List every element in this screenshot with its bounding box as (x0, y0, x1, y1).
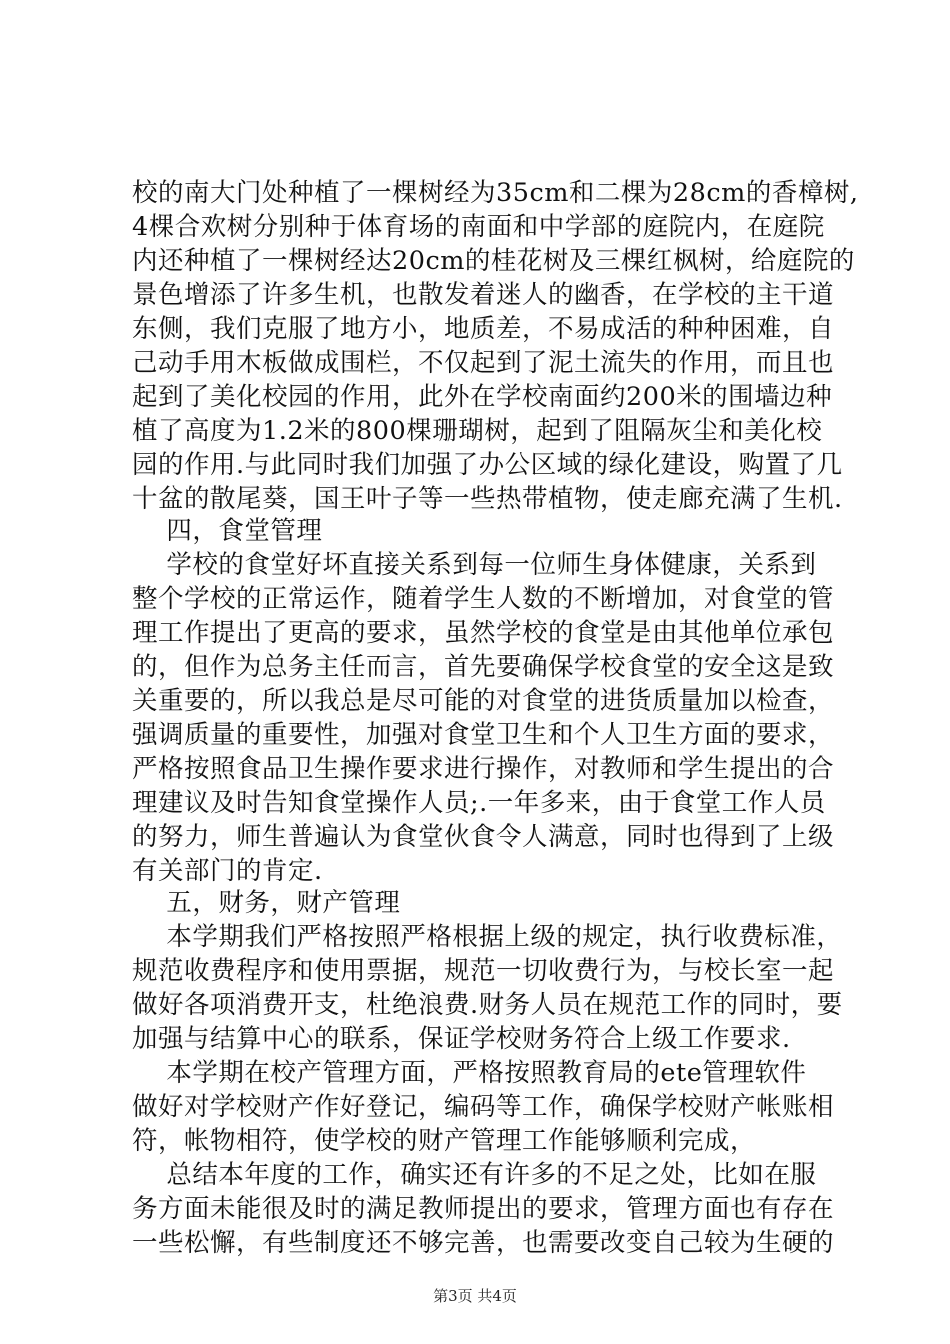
body-text-line: 内还种植了一棵树经达20cm的桂花树及三棵红枫树，给庭院的 (132, 246, 855, 276)
body-text-line: 一些松懈，有些制度还不够完善，也需要改变自己较为生硬的 (132, 1228, 835, 1258)
body-text-line: 学校的食堂好坏直接关系到每一位师生身体健康，关系到 (132, 550, 817, 580)
body-text-line: 本学期我们严格按照严格根据上级的规定，执行收费标准， (132, 922, 843, 952)
body-text-line: 东侧，我们克服了地方小，地质差，不易成活的种种困难，自 (132, 314, 835, 344)
body-text-line: 做好各项消费开支，杜绝浪费.财务人员在规范工作的同时，要 (132, 990, 843, 1020)
body-text-line: 符，帐物相符，使学校的财产管理工作能够顺利完成， (132, 1126, 757, 1156)
body-text-line: 景色增添了许多生机，也散发着迷人的幽香，在学校的主干道 (132, 280, 835, 310)
body-text-line: 做好对学校财产作好登记，编码等工作，确保学校财产帐账相 (132, 1092, 835, 1122)
body-text-line: 严格按照食品卫生操作要求进行操作，对教师和学生提出的合 (132, 754, 835, 784)
body-text-line: 关重要的，所以我总是尽可能的对食堂的进货质量加以检查， (132, 686, 835, 716)
body-text-line: 强调质量的重要性，加强对食堂卫生和个人卫生方面的要求， (132, 720, 835, 750)
body-text-line: 的，但作为总务主任而言，首先要确保学校食堂的安全这是致 (132, 652, 835, 682)
body-text-line: 规范收费程序和使用票据，规范一切收费行为，与校长室一起 (132, 956, 835, 986)
body-text-line: 本学期在校产管理方面，严格按照教育局的ete管理软件 (132, 1058, 807, 1088)
body-text-line: 植了高度为1.2米的800棵珊瑚树，起到了阻隔灰尘和美化校 (132, 416, 823, 446)
body-text-line: 园的作用.与此同时我们加强了办公区域的绿化建设，购置了几 (132, 450, 843, 480)
body-text-line: 务方面未能很及时的满足教师提出的要求，管理方面也有存在 (132, 1194, 835, 1224)
body-text-line: 理工作提出了更高的要求，虽然学校的食堂是由其他单位承包 (132, 618, 835, 648)
body-text-line: 有关部门的肯定. (132, 856, 323, 886)
body-text-line: 校的南大门处种植了一棵树经为35cm和二棵为28cm的香樟树, (132, 178, 859, 208)
section-heading: 五，财务，财产管理 (132, 888, 401, 918)
body-text-line: 总结本年度的工作，确实还有许多的不足之处，比如在服 (132, 1160, 817, 1190)
body-text-line: 4棵合欢树分别种于体育场的南面和中学部的庭院内，在庭院 (132, 212, 825, 242)
body-text-line: 十盆的散尾葵，国王叶子等一些热带植物，使走廊充满了生机. (132, 484, 843, 514)
section-heading: 四，食堂管理 (132, 516, 323, 546)
body-text-line: 己动手用木板做成围栏，不仅起到了泥土流失的作用，而且也 (132, 348, 835, 378)
page-footer: 第3页 共4页 (433, 1287, 517, 1305)
body-text-line: 加强与结算中心的联系，保证学校财务符合上级工作要求. (132, 1024, 791, 1054)
body-text-line: 理建议及时告知食堂操作人员;.一年多来，由于食堂工作人员 (132, 788, 826, 818)
body-text-line: 的努力，师生普遍认为食堂伙食令人满意，同时也得到了上级 (132, 822, 835, 852)
body-text-line: 起到了美化校园的作用，此外在学校南面约200米的围墙边种 (132, 382, 833, 412)
body-text-line: 整个学校的正常运作，随着学生人数的不断增加，对食堂的管 (132, 584, 835, 614)
